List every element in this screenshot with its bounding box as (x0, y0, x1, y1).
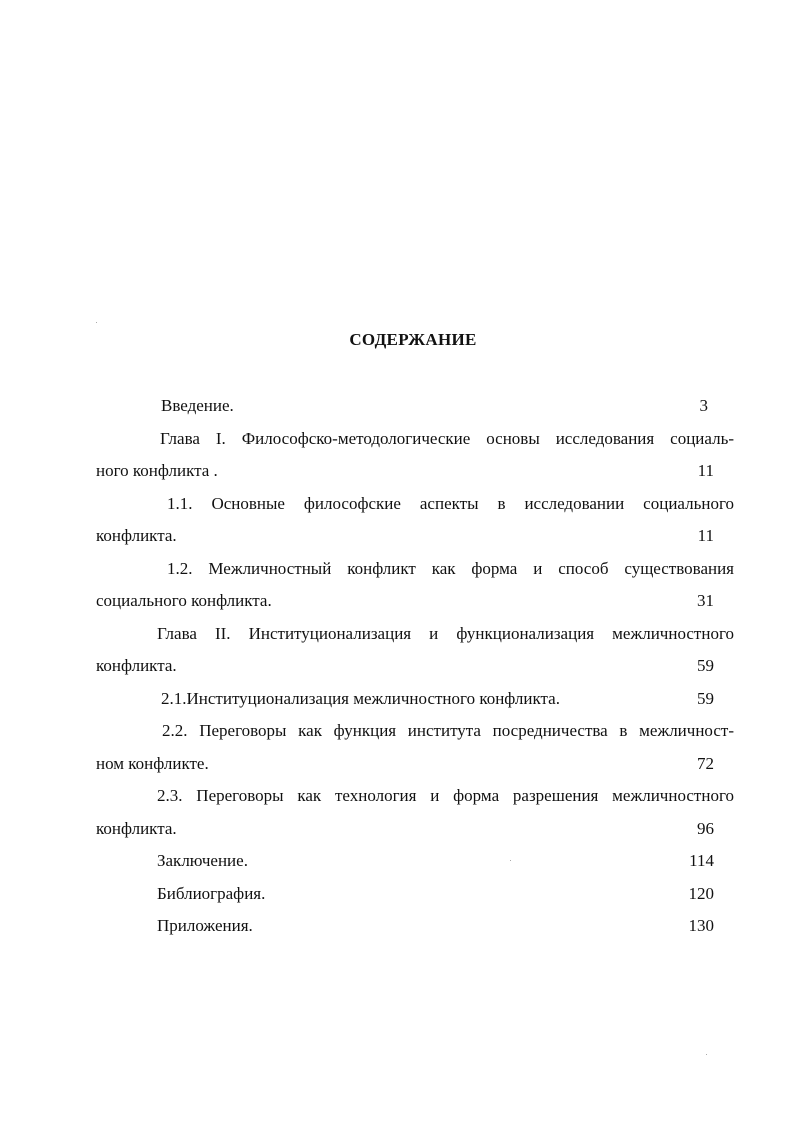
toc-entry-page: 11 (697, 461, 714, 480)
toc-entry-chapter-2 (96, 618, 734, 651)
toc-entry-text: конфликта. (96, 526, 177, 545)
toc-entry-text: конфликта. (96, 818, 177, 838)
toc-entry-text: 2.1.Институционализация межличностного конфликта. (161, 688, 560, 708)
toc-title: СОДЕРЖАНИЕ (349, 330, 477, 349)
toc-entry-bibliography (96, 878, 734, 911)
toc-entry-page: 59 (697, 656, 714, 675)
toc-entry-text: 2.3. Переговоры как технология и форма разрешения межличностного (157, 786, 734, 805)
toc-entry-text: Библиография. (157, 883, 266, 903)
scan-speck (706, 1054, 707, 1055)
toc-entry-text: Заключение. (157, 851, 248, 870)
table-of-contents (96, 390, 734, 943)
toc-entry-text: Введение. (161, 396, 234, 415)
toc-entry-chapter-1-cont (96, 455, 734, 488)
toc-entry-page: 96 (697, 818, 714, 838)
toc-entry-text: 2.2. Переговоры как функция института посредничества в межличност- (162, 721, 734, 740)
toc-entry-chapter-2-cont (96, 650, 734, 683)
toc-entry-page: 130 (688, 916, 714, 935)
toc-entry-text: социального конфликта. (96, 591, 272, 610)
toc-entry-text: 1.1. Основные философские аспекты в исследовании социального (167, 493, 734, 513)
scan-speck (96, 322, 97, 323)
toc-entry-text: Приложения. (157, 916, 253, 935)
toc-entry-text: ного конфликта . (96, 461, 218, 480)
toc-entry-page: 114 (689, 851, 714, 870)
toc-entry-page: 59 (697, 688, 714, 708)
toc-entry-text: Глава I. Философско-методологические основы исследования социаль- (160, 428, 734, 448)
toc-entry-section-2-2-cont (96, 748, 734, 781)
toc-entry-text: 1.2. Межличностный конфликт как форма и способ существования (167, 558, 734, 578)
toc-entry-conclusion (96, 845, 734, 878)
toc-entry-section-1-2-cont (96, 585, 734, 618)
toc-entry-text: ном конфликте. (96, 753, 209, 773)
toc-entry-introduction (96, 390, 734, 423)
toc-entry-section-1-1-cont (96, 520, 734, 553)
toc-entry-section-1-2 (96, 553, 734, 586)
toc-entry-section-2-3-cont (96, 813, 734, 846)
toc-entry-text: конфликта. (96, 656, 177, 675)
scan-speck (510, 860, 511, 861)
toc-entry-section-1-1 (96, 488, 734, 521)
toc-entry-appendices (96, 910, 734, 943)
toc-entry-page: 120 (688, 883, 714, 903)
toc-entry-section-2-3 (96, 780, 734, 813)
toc-entry-page: 31 (697, 591, 714, 610)
toc-entry-text: Глава II. Институционализация и функционализация межличностного (157, 623, 734, 643)
toc-entry-section-2-1 (96, 683, 734, 716)
toc-entry-page: 72 (697, 753, 714, 773)
toc-entry-chapter-1 (96, 423, 734, 456)
toc-entry-page: 11 (697, 526, 714, 545)
toc-entry-section-2-2 (96, 715, 734, 748)
toc-entry-page: 3 (699, 396, 708, 415)
